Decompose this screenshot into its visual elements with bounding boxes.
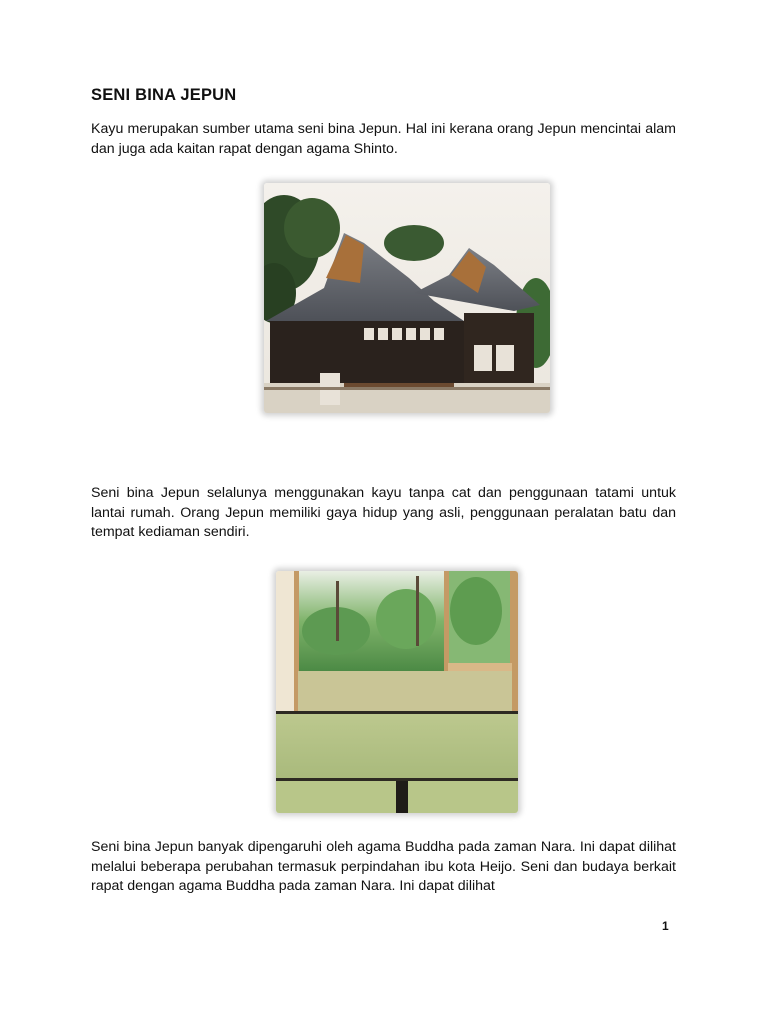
paragraph-1: Kayu merupakan sumber utama seni bina Jepun. Hal ini kerana orang Jepun mencintai alam dan juga ada kaitan rapat dengan agama Shinto. [91,121,676,157]
tatami-room-image [276,571,518,813]
page-title: SENI BINA JEPUN [91,86,237,104]
paragraph-2: Seni bina Jepun selalunya menggunakan kayu tanpa cat dan penggunaan tatami untuk lantai rumah. Orang Jepun memiliki gaya hidup yang asli, penggunaan peralatan batu dan tempat kediaman sendiri. [91,485,676,541]
page-number: 1 [662,919,669,933]
paragraph-3: Seni bina Jepun banyak dipengaruhi oleh agama Buddha pada zaman Nara. Ini dapat dilihat melalui beberapa perubahan termasuk perpindahan ibu kota Heijo. Seni dan budaya berkait rapat dengan agama Buddha pada zaman Nara. Ini dapat dilihat [91,839,676,895]
japanese-temple-image [264,183,550,413]
